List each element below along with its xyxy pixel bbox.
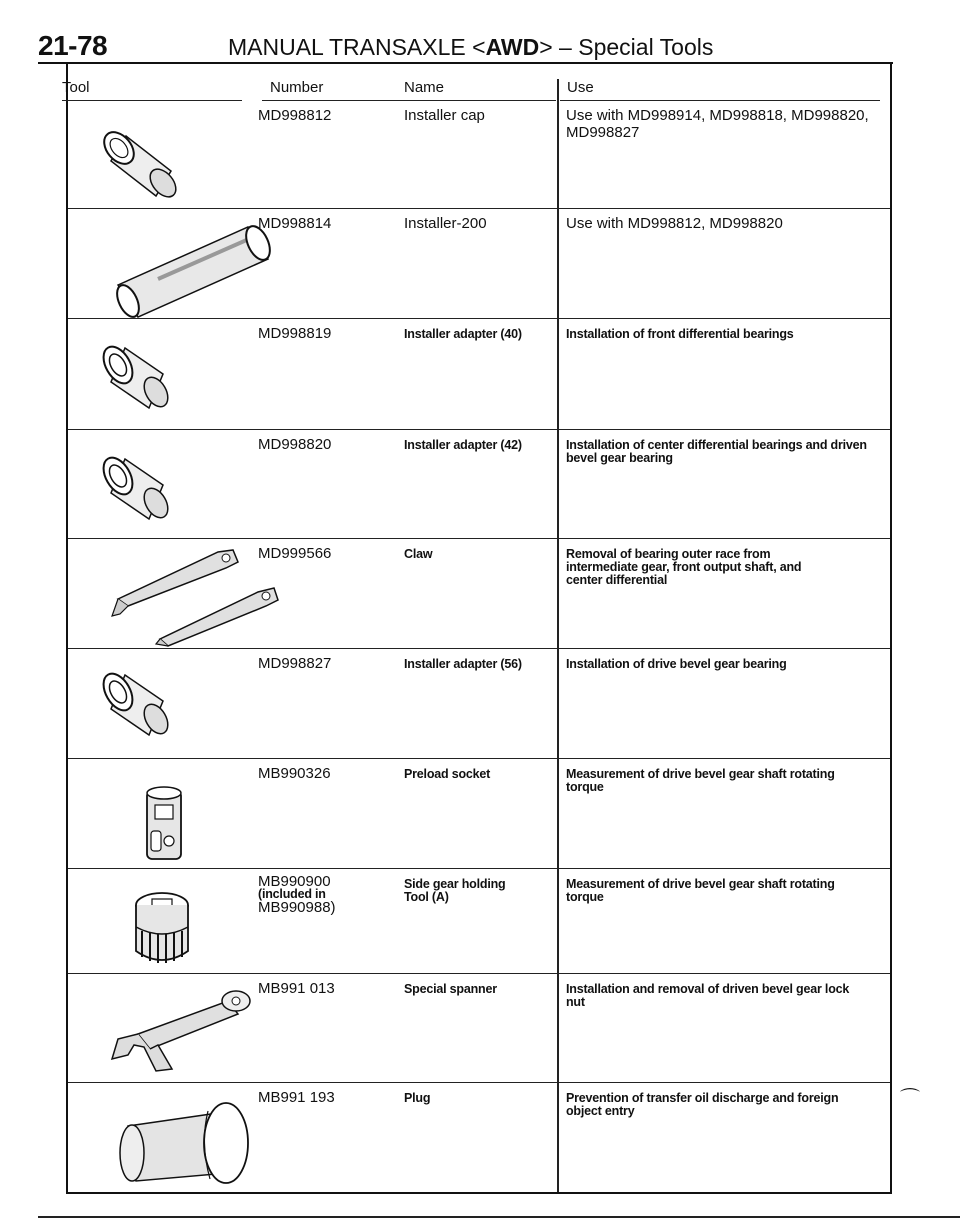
tool-number-main: MB990900 (258, 873, 331, 890)
table-row (68, 973, 890, 1082)
table-row (68, 648, 890, 758)
tool-use: Installation of front differential bearings (566, 327, 794, 341)
column-header-use: Use (567, 79, 594, 96)
page-number: 21-78 (38, 30, 108, 61)
installer-cap-icon (88, 101, 228, 201)
table-row (68, 318, 890, 429)
tool-use: Measurement of drive bevel gear shaft rotating torque (566, 877, 835, 904)
page-corner-mark: ⌒ (900, 1088, 920, 1110)
tool-name-line2: Tool (A) (404, 890, 449, 904)
tool-name: Special spanner (404, 982, 497, 996)
tool-name (404, 878, 505, 904)
tool-name: Installer adapter (42) (404, 438, 522, 452)
table-row (68, 1082, 890, 1192)
tool-number: MB991 013 (258, 980, 335, 997)
tool-use: Use with MD998914, MD998818, MD998820, MD998827 (566, 107, 869, 141)
page-title (228, 34, 713, 61)
tool-number: MD998812 (258, 107, 332, 124)
title-prefix: MANUAL TRANSAXLE < (228, 34, 486, 60)
table-row (68, 101, 890, 208)
tool-number (258, 875, 336, 914)
tool-use: Installation and removal of driven bevel gear lock nut (566, 982, 850, 1009)
table-row (68, 868, 890, 973)
tool-name: Installer adapter (40) (404, 327, 522, 341)
tool-name: Claw (404, 547, 433, 561)
tool-name: Plug (404, 1091, 431, 1105)
table-row (68, 429, 890, 538)
tool-number: MD998827 (258, 655, 332, 672)
page-header (38, 30, 893, 62)
table-row (68, 538, 890, 648)
column-header-tool: Tool (62, 79, 90, 96)
tool-use: Removal of bearing outer race from intermediate gear, front output shaft, and center differential (566, 547, 802, 587)
tool-name-line1: Side gear holding (404, 877, 506, 891)
side-gear-holder-icon (88, 869, 228, 974)
tool-number: MB991 193 (258, 1089, 335, 1106)
installer-adapter-icon (88, 319, 228, 429)
tool-use: Use with MD998812, MD998820 (566, 215, 783, 232)
tool-name: Preload socket (404, 767, 491, 781)
tool-number: MB990326 (258, 765, 331, 782)
tool-name: Installer adapter (56) (404, 657, 522, 671)
tool-name: Installer cap (404, 107, 485, 124)
tool-number-note: (included in (258, 887, 326, 901)
tool-number: MD998820 (258, 436, 332, 453)
column-header-number: Number (270, 79, 324, 96)
tool-number: MD999566 (258, 545, 332, 562)
table-row (68, 208, 890, 318)
preload-socket-icon (88, 759, 228, 869)
title-suffix: > – Special Tools (539, 34, 714, 60)
title-bold: AWD (485, 34, 540, 60)
tool-use: Measurement of drive bevel gear shaft rotating torque (566, 767, 835, 794)
table-row (68, 758, 890, 868)
installer-adapter-icon (88, 430, 228, 540)
tool-number-note2: MB990988) (258, 899, 336, 916)
tool-use: Prevention of transfer oil discharge and foreign object entry (566, 1091, 839, 1118)
tool-number: MD998814 (258, 215, 332, 232)
column-header-name: Name (404, 79, 445, 96)
tool-use: Installation of drive bevel gear bearing (566, 657, 787, 671)
footer-rule (38, 1216, 960, 1218)
tool-number: MD998819 (258, 325, 332, 342)
installer-adapter-icon (88, 649, 228, 759)
tool-name: Installer-200 (404, 215, 487, 232)
tool-use: Installation of center differential bearings and driven bevel gear bearing (566, 438, 867, 465)
